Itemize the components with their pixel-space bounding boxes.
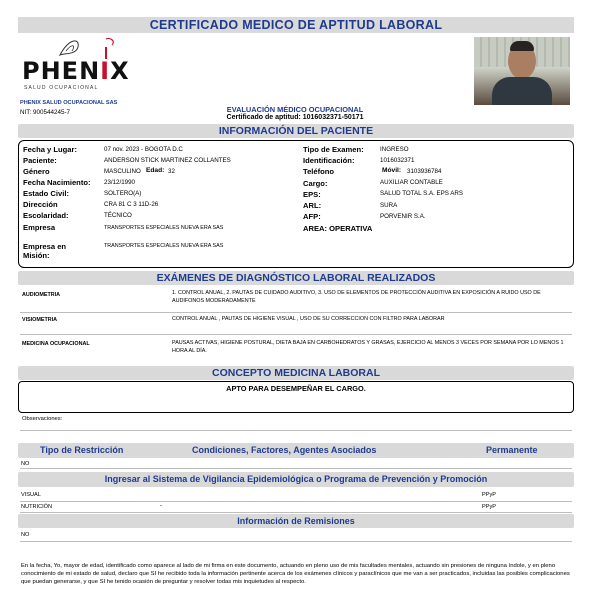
value-birthdate: 23/12/1990 <box>104 179 135 186</box>
exam-occupational-name: MEDICINA OCUPACIONAL <box>22 341 90 347</box>
divider <box>20 334 572 335</box>
concept-section-header <box>18 366 574 380</box>
value-exam-type: INGRESO <box>380 146 409 153</box>
label-company: Empresa <box>23 223 56 232</box>
label-exam-type: Tipo de Examen: <box>303 145 364 154</box>
value-arl: SURA <box>380 202 398 209</box>
label-area: AREA: OPERATIVA <box>303 224 373 233</box>
label-schooling: Escolaridad: <box>23 211 69 220</box>
label-phone: Teléfono <box>303 167 335 176</box>
value-date-place: 07 nov. 2023 - BOGOTA D.C <box>104 146 183 153</box>
surveillance-row-visual-program: PPyP <box>482 492 496 498</box>
exams-section-header <box>18 271 574 285</box>
exams-section-title: EXÁMENES DE DIAGNÓSTICO LABORAL REALIZADOS <box>156 272 436 284</box>
divider <box>20 501 572 502</box>
value-afp: PORVENIR S.A. <box>380 213 426 220</box>
label-position: Cargo: <box>303 179 328 188</box>
permanent-header: Permanente <box>486 445 538 455</box>
value-position: AUXILIAR CONTABLE <box>380 179 443 186</box>
divider <box>20 312 572 313</box>
exam-audiometry-name: AUDIOMETRIA <box>22 292 61 298</box>
label-mobile: Móvil: <box>382 167 402 174</box>
logo-wordmark: PHENIX <box>22 57 130 85</box>
surveillance-row-nutrition-mid: - <box>160 503 162 509</box>
label-birthdate: Fecha Nacimiento: <box>23 178 91 187</box>
consent-text: En la fecha, Yo, mayor de edad, identificado como aparece al lado de mi firma en este documento, actuando en pleno uso de mis facultades mentales, actuando sin presiones de ninguna índole, y en pleno conocimiento de mi estado de salud, declaro que SI he recibido toda la información pertinente acerca de los exámenes clínicos y paraclínicos que me van a ser practicados, incluidas las posibles complicaciones que puedan generarse, y que SI he tenido ocasión de preguntar y resolver todas mis inquietudes al respecto. <box>21 563 570 585</box>
concept-value: APTO PARA DESEMPEÑAR EL CARGO. <box>226 384 366 393</box>
concept-section-title: CONCEPTO MEDICINA LABORAL <box>212 367 380 379</box>
observations-label: Observaciones: <box>22 416 63 422</box>
value-gender: MASCULINO <box>104 168 141 175</box>
label-arl: ARL: <box>303 201 322 210</box>
label-identification: Identificación: <box>303 156 355 165</box>
exam-visiometry-name: VISIOMETRIA <box>22 317 58 323</box>
value-phone: 3103936784 <box>407 168 442 175</box>
value-schooling: TÉCNICO <box>104 212 132 219</box>
label-afp: AFP: <box>303 212 321 221</box>
patient-section-header <box>18 124 574 138</box>
label-gender: Género <box>23 167 50 176</box>
company-nit: NIT: 900544245-7 <box>20 109 71 116</box>
referrals-value: NO <box>21 532 30 538</box>
referrals-header <box>18 514 574 528</box>
surveillance-title: Ingresar al Sistema de Vigilancia Epidemiológica o Programa de Prevención y Promoción <box>104 474 488 484</box>
patient-info-box <box>18 140 574 268</box>
logo-subtitle: SALUD OCUPACIONAL <box>24 85 99 91</box>
label-civil-status: Estado Civil: <box>23 189 69 198</box>
conditions-header: Condiciones, Factores, Agentes Asociados <box>192 445 377 455</box>
restriction-type-header: Tipo de Restricción <box>40 445 124 455</box>
label-date-place: Fecha y Lugar: <box>23 145 78 154</box>
label-address: Dirección <box>23 200 58 209</box>
surveillance-row-nutrition-program: PPyP <box>482 504 496 510</box>
company-name: PHENIX SALUD OCUPACIONAL SAS <box>20 100 118 106</box>
company-logo <box>20 35 140 107</box>
patient-section-title: INFORMACIÓN DEL PACIENTE <box>218 125 374 137</box>
restrictions-header <box>18 443 574 458</box>
surveillance-header <box>18 472 574 487</box>
referrals-title: Información de Remisiones <box>237 516 355 526</box>
surveillance-row-nutrition: NUTRICIÓN <box>21 504 53 510</box>
patient-photo <box>474 37 570 105</box>
restriction-value: NO <box>21 461 30 467</box>
surveillance-row-visual: VISUAL <box>21 492 41 498</box>
divider <box>20 468 572 469</box>
label-age: Edad: <box>146 167 165 174</box>
value-identification: 1016032371 <box>380 157 415 164</box>
value-age: 32 <box>168 168 175 175</box>
value-mission-company: TRANSPORTES ESPECIALES NUEVA ERA SAS <box>104 243 224 249</box>
certificate-number: Certificado de aptitud: 1016032371-50171 <box>226 114 364 121</box>
label-eps: EPS: <box>303 190 321 199</box>
divider <box>20 430 572 431</box>
label-patient: Paciente: <box>23 156 57 165</box>
document-title: CERTIFICADO MEDICO DE APTITUD LABORAL <box>18 17 574 33</box>
value-eps: SALUD TOTAL S.A. EPS ARS <box>380 190 463 197</box>
evaluation-title: EVALUACIÓN MÉDICO OCUPACIONAL <box>226 105 364 114</box>
exam-occupational-text: PAUSAS ACTIVAS, HIGIENE POSTURAL, DIETA BAJA EN CARBOHEDRATOS Y GRASAS, EJERCICIO AL MENOS 3 VECES POR SEMANA POR LO MENOS 1 HORA AL DÍA. <box>172 340 564 354</box>
value-patient: ANDERSON STICK MARTINEZ COLLANTES <box>104 157 231 164</box>
divider <box>20 541 572 542</box>
divider <box>20 512 572 513</box>
value-company: TRANSPORTES ESPECIALES NUEVA ERA SAS <box>104 225 224 231</box>
value-civil-status: SOLTERO(A) <box>104 190 142 197</box>
exam-visiometry-text: CONTROL ANUAL , PAUTAS DE HIGIENE VISUAL , USO DE SU CORRECCION CON FILTRO PARA LABORAR <box>172 316 445 322</box>
label-mission-company: Empresa en Misión: <box>23 242 67 260</box>
exam-audiometry-text: 1. CONTROL ANUAL, 2. PAUTAS DE CUIDADO AUDITIVO, 3. USO DE ELEMENTOS DE PROTECCIÓN AUDITIVA EN EXPOSICIÓN A RUIDO USO DE AUDIFONOS MODERADAMENTE <box>172 290 541 304</box>
value-address: CRA 81 C 3 11D-26 <box>104 201 159 208</box>
